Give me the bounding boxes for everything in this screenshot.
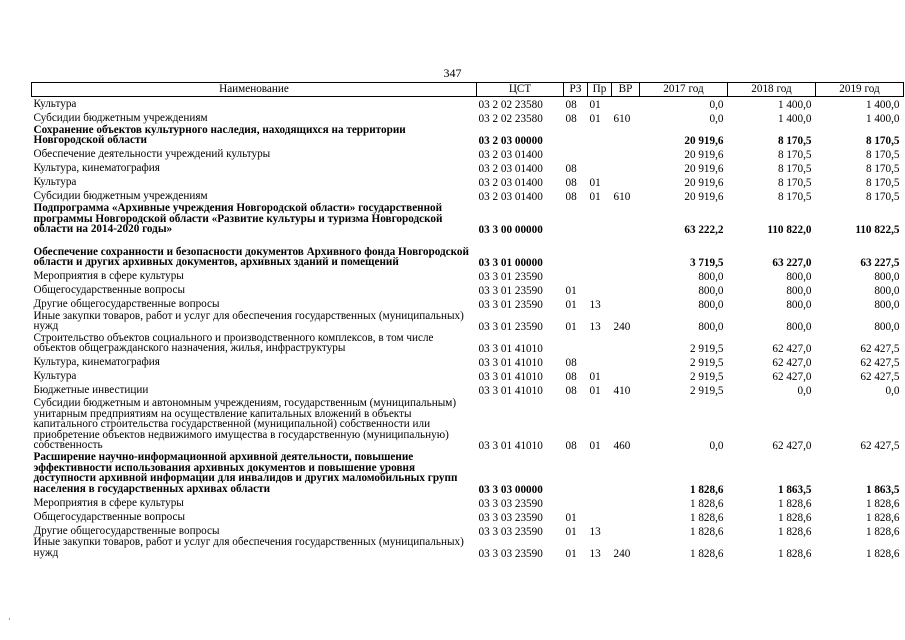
cell-name: Культура, кинематография [33, 356, 160, 369]
cell-pr: 01 [589, 371, 601, 384]
header-2017: 2017 год [640, 83, 728, 97]
cell-name: Другие общегосударственные вопросы [33, 298, 220, 311]
cell-y2017: 20 919,6 [684, 135, 724, 148]
cell-pr [588, 236, 612, 269]
cell-name: Расширение научно-информационной архивной деятельности, повышение эффективности использования архивных документов и повышение уровня доступности архивной информации для инвалидов и других маломобильных групп населения в государственных архивах области [33, 451, 458, 495]
cell-y2018: 8 170,5 [777, 191, 812, 204]
cell-cst: 03 3 03 23590 [478, 511, 543, 524]
cell-vr [612, 269, 640, 283]
header-pr: Пр [588, 83, 612, 97]
cell-rz [564, 147, 588, 161]
cell-y2019: 8 170,5 [865, 163, 900, 176]
cell-cst: 03 2 03 01400 [478, 149, 543, 162]
cell-rz [564, 333, 588, 355]
cell-y2017: 800,0 [698, 285, 724, 298]
cell-y2019: 1 400,0 [865, 112, 900, 125]
cell-y2018: 800,0 [786, 321, 812, 334]
cell-name: Сохранение объектов культурного наследия, находящихся на территории Новгородской области [33, 123, 406, 147]
cell-name: Общегосударственные вопросы [33, 510, 186, 523]
cell-y2019: 1 400,0 [865, 98, 900, 111]
table-row [32, 537, 904, 559]
cell-name: Мероприятия в сфере культуры [33, 496, 184, 509]
cell-y2017: 0,0 [709, 440, 724, 453]
cell-y2019: 110 822,5 [855, 224, 900, 237]
cell-rz: 08 [565, 112, 577, 125]
cell-vr [612, 236, 640, 269]
cell-vr: 610 [613, 191, 631, 204]
cell-y2017: 1 828,6 [689, 511, 724, 524]
cell-y2019: 62 427,5 [860, 357, 900, 370]
cell-name: Иные закупки товаров, работ и услуг для обеспечения государственных (муниципальных) нужд [33, 309, 464, 333]
cell-y2019: 8 170,5 [865, 177, 900, 190]
cell-y2017: 1 828,6 [689, 483, 724, 496]
cell-y2017: 800,0 [698, 271, 724, 284]
table-row [32, 495, 904, 509]
table-row [32, 311, 904, 333]
cell-pr [588, 203, 612, 236]
cell-cst: 03 2 03 00000 [478, 135, 543, 148]
cell-cst: 03 2 03 01400 [478, 177, 543, 190]
cell-name: Подпрограмма «Архивные учреждения Новгородской области» государственной программы Новгородской области «Развитие культуры и туризма Новгородской области на 2014-2020 годы» [33, 201, 443, 236]
cell-y2019: 1 828,6 [865, 511, 900, 524]
table-row [32, 189, 904, 203]
cell-rz [564, 203, 588, 236]
cell-vr: 460 [613, 440, 631, 453]
cell-vr [612, 333, 640, 355]
table-row [32, 509, 904, 523]
cell-cst: 03 3 01 41010 [478, 385, 543, 398]
table-body [32, 97, 904, 560]
cell-name: Субсидии бюджетным учреждениям [33, 111, 208, 124]
cell-y2019: 0,0 [885, 385, 900, 398]
cell-pr [588, 161, 612, 175]
cell-pr: 01 [589, 385, 601, 398]
cell-y2017: 0,0 [709, 98, 724, 111]
cell-y2018: 63 227,0 [772, 257, 812, 270]
cell-y2018: 1 828,6 [777, 497, 812, 510]
cell-name: Субсидии бюджетным учреждениям [33, 190, 208, 203]
header-name: Наименование [32, 83, 477, 97]
cell-pr: 01 [589, 98, 601, 111]
cell-cst: 03 3 01 00000 [478, 257, 543, 270]
cell-pr [588, 509, 612, 523]
cell-y2018: 800,0 [786, 299, 812, 312]
cell-pr: 13 [589, 321, 601, 334]
cell-y2019: 1 828,6 [865, 525, 900, 538]
cell-y2018: 800,0 [786, 285, 812, 298]
cell-pr [588, 269, 612, 283]
cell-y2018: 110 822,0 [767, 224, 812, 237]
cell-y2018: 0,0 [797, 385, 812, 398]
table-row [32, 111, 904, 125]
cell-rz [564, 236, 588, 269]
cell-pr: 01 [589, 191, 601, 204]
table-row [32, 269, 904, 283]
table-row [32, 383, 904, 397]
cell-rz: 01 [565, 321, 577, 334]
cell-y2017: 2 919,5 [689, 357, 724, 370]
margin-mark: · [8, 615, 11, 624]
cell-vr [612, 523, 640, 537]
table-row [32, 452, 904, 495]
cell-rz [564, 269, 588, 283]
cell-cst: 03 3 01 23590 [478, 285, 543, 298]
cell-pr [588, 147, 612, 161]
cell-pr: 13 [589, 548, 601, 561]
cell-y2017: 800,0 [698, 321, 724, 334]
cell-rz [564, 125, 588, 147]
cell-cst: 03 3 03 23590 [478, 548, 543, 561]
cell-rz [564, 495, 588, 509]
header-vr: ВР [612, 83, 640, 97]
page-number: 347 [443, 66, 462, 80]
header-rz: РЗ [564, 83, 588, 97]
cell-vr [612, 125, 640, 147]
cell-vr: 240 [613, 321, 631, 334]
cell-rz: 01 [565, 548, 577, 561]
cell-cst: 03 3 00 00000 [478, 224, 543, 237]
budget-table [31, 82, 904, 560]
cell-vr: 610 [613, 112, 631, 125]
cell-pr: 01 [589, 177, 601, 190]
cell-y2018: 1 828,6 [777, 511, 812, 524]
cell-rz: 01 [565, 525, 577, 538]
cell-pr [588, 125, 612, 147]
cell-vr [612, 283, 640, 297]
cell-y2018: 1 863,5 [777, 483, 812, 496]
cell-y2017: 20 919,6 [684, 149, 724, 162]
cell-y2019: 62 427,5 [860, 371, 900, 384]
cell-vr [612, 147, 640, 161]
cell-cst: 03 3 03 23590 [478, 497, 543, 510]
cell-vr: 410 [613, 385, 631, 398]
cell-cst: 03 3 01 41010 [478, 440, 543, 453]
table-header-row [32, 83, 904, 97]
cell-y2017: 1 828,6 [689, 548, 724, 561]
cell-y2018: 1 828,6 [777, 525, 812, 538]
cell-y2019: 800,0 [874, 299, 900, 312]
cell-vr [612, 369, 640, 383]
cell-pr [588, 495, 612, 509]
cell-y2019: 800,0 [874, 271, 900, 284]
cell-y2018: 8 170,5 [777, 163, 812, 176]
table-row [32, 397, 904, 452]
cell-pr: 01 [589, 112, 601, 125]
cell-y2018: 1 400,0 [777, 98, 812, 111]
table-row [32, 333, 904, 355]
cell-y2018: 8 170,5 [777, 135, 812, 148]
table-row [32, 125, 904, 147]
cell-y2017: 2 919,5 [689, 343, 724, 356]
cell-y2018: 800,0 [786, 271, 812, 284]
cell-y2019: 1 828,6 [865, 497, 900, 510]
cell-name: Строительство объектов социального и производственного комплексов, в том числе объектов общегражданского назначения, жилья, инфраструктуры [33, 331, 434, 355]
cell-cst: 03 3 01 41010 [478, 343, 543, 356]
table-row [32, 175, 904, 189]
cell-y2019: 8 170,5 [865, 191, 900, 204]
cell-pr [588, 355, 612, 369]
cell-vr: 240 [613, 548, 631, 561]
cell-vr [612, 297, 640, 311]
table-row [32, 97, 904, 111]
cell-y2017: 3 719,5 [689, 257, 724, 270]
cell-vr [612, 203, 640, 236]
cell-y2018: 62 427,0 [772, 343, 812, 356]
cell-rz: 08 [565, 385, 577, 398]
cell-cst: 03 3 01 41010 [478, 371, 543, 384]
cell-cst: 03 2 03 01400 [478, 191, 543, 204]
cell-y2019: 1 828,6 [865, 548, 900, 561]
cell-y2018: 62 427,0 [772, 357, 812, 370]
cell-pr: 01 [589, 440, 601, 453]
cell-pr [588, 333, 612, 355]
cell-name: Культура, кинематография [33, 162, 160, 175]
cell-y2018: 62 427,0 [772, 440, 812, 453]
cell-cst: 03 3 01 23590 [478, 271, 543, 284]
table-row [32, 283, 904, 297]
cell-y2019: 8 170,5 [865, 135, 900, 148]
cell-name: Культура [33, 370, 77, 383]
cell-name: Иные закупки товаров, работ и услуг для обеспечения государственных (муниципальных) нужд [33, 536, 464, 560]
cell-name: Обеспечение деятельности учреждений культуры [33, 148, 271, 161]
header-cst: ЦСТ [477, 83, 564, 97]
cell-cst: 03 3 03 00000 [478, 483, 543, 496]
cell-name: Культура [33, 97, 77, 110]
cell-name: Общегосударственные вопросы [33, 284, 186, 297]
cell-y2019: 1 863,5 [865, 483, 900, 496]
cell-rz: 08 [565, 371, 577, 384]
cell-cst: 03 2 03 01400 [478, 163, 543, 176]
cell-rz: 08 [565, 191, 577, 204]
cell-y2017: 63 222,2 [684, 224, 724, 237]
cell-name: Культура [33, 176, 77, 189]
cell-y2018: 62 427,0 [772, 371, 812, 384]
cell-cst: 03 2 02 23580 [478, 98, 543, 111]
cell-vr [612, 509, 640, 523]
cell-vr [612, 97, 640, 111]
cell-y2017: 20 919,6 [684, 177, 724, 190]
cell-y2018: 8 170,5 [777, 177, 812, 190]
cell-vr [612, 175, 640, 189]
cell-y2018: 8 170,5 [777, 149, 812, 162]
cell-y2017: 2 919,5 [689, 385, 724, 398]
cell-vr [612, 452, 640, 495]
cell-y2019: 62 427,5 [860, 343, 900, 356]
cell-cst: 03 3 01 41010 [478, 357, 543, 370]
cell-y2017: 0,0 [709, 112, 724, 125]
table-row [32, 203, 904, 236]
cell-cst: 03 3 03 23590 [478, 525, 543, 538]
cell-y2019: 800,0 [874, 285, 900, 298]
cell-name: Обеспечение сохранности и безопасности документов Архивного фонда Новгородской области и других архивных документов, архивных зданий и помещений [33, 245, 469, 269]
cell-vr [612, 495, 640, 509]
cell-y2019: 800,0 [874, 321, 900, 334]
cell-vr [612, 355, 640, 369]
table-row [32, 523, 904, 537]
cell-y2019: 62 427,5 [860, 440, 900, 453]
cell-y2017: 1 828,6 [689, 525, 724, 538]
cell-rz: 08 [565, 177, 577, 190]
cell-rz: 08 [565, 357, 577, 370]
table-row [32, 161, 904, 175]
cell-rz: 08 [565, 98, 577, 111]
cell-name: Бюджетные инвестиции [33, 384, 149, 397]
table-row [32, 355, 904, 369]
table-row [32, 297, 904, 311]
cell-pr [588, 452, 612, 495]
cell-pr [588, 283, 612, 297]
cell-name: Мероприятия в сфере культуры [33, 270, 184, 283]
cell-y2017: 2 919,5 [689, 371, 724, 384]
header-2019: 2019 год [816, 83, 904, 97]
table-row [32, 236, 904, 269]
table-row [32, 147, 904, 161]
cell-y2017: 800,0 [698, 299, 724, 312]
cell-cst: 03 2 02 23580 [478, 112, 543, 125]
header-2018: 2018 год [728, 83, 816, 97]
cell-rz: 08 [565, 163, 577, 176]
cell-y2018: 1 400,0 [777, 112, 812, 125]
cell-cst: 03 3 01 23590 [478, 321, 543, 334]
cell-rz: 01 [565, 299, 577, 312]
cell-y2019: 63 227,5 [860, 257, 900, 270]
cell-vr [612, 161, 640, 175]
cell-y2019: 8 170,5 [865, 149, 900, 162]
table-row [32, 369, 904, 383]
cell-y2017: 20 919,6 [684, 191, 724, 204]
cell-pr: 13 [589, 299, 601, 312]
cell-y2017: 1 828,6 [689, 497, 724, 510]
cell-y2017: 20 919,6 [684, 163, 724, 176]
cell-rz [564, 452, 588, 495]
cell-name: Субсидии бюджетным и автономным учреждениям, государственным (муниципальным) унитарным предприятиям на осуществление капитальных вложений в объекты капитального строительства государственной (муниципальной) собственности или приобретение объектов недвижимого имущества в государственную (муниципальную) собственность [33, 397, 457, 452]
cell-y2018: 1 828,6 [777, 548, 812, 561]
cell-pr: 13 [589, 525, 601, 538]
cell-rz: 01 [565, 285, 577, 298]
cell-rz: 01 [565, 511, 577, 524]
cell-rz: 08 [565, 440, 577, 453]
cell-cst: 03 3 01 23590 [478, 299, 543, 312]
cell-name: Другие общегосударственные вопросы [33, 524, 220, 537]
